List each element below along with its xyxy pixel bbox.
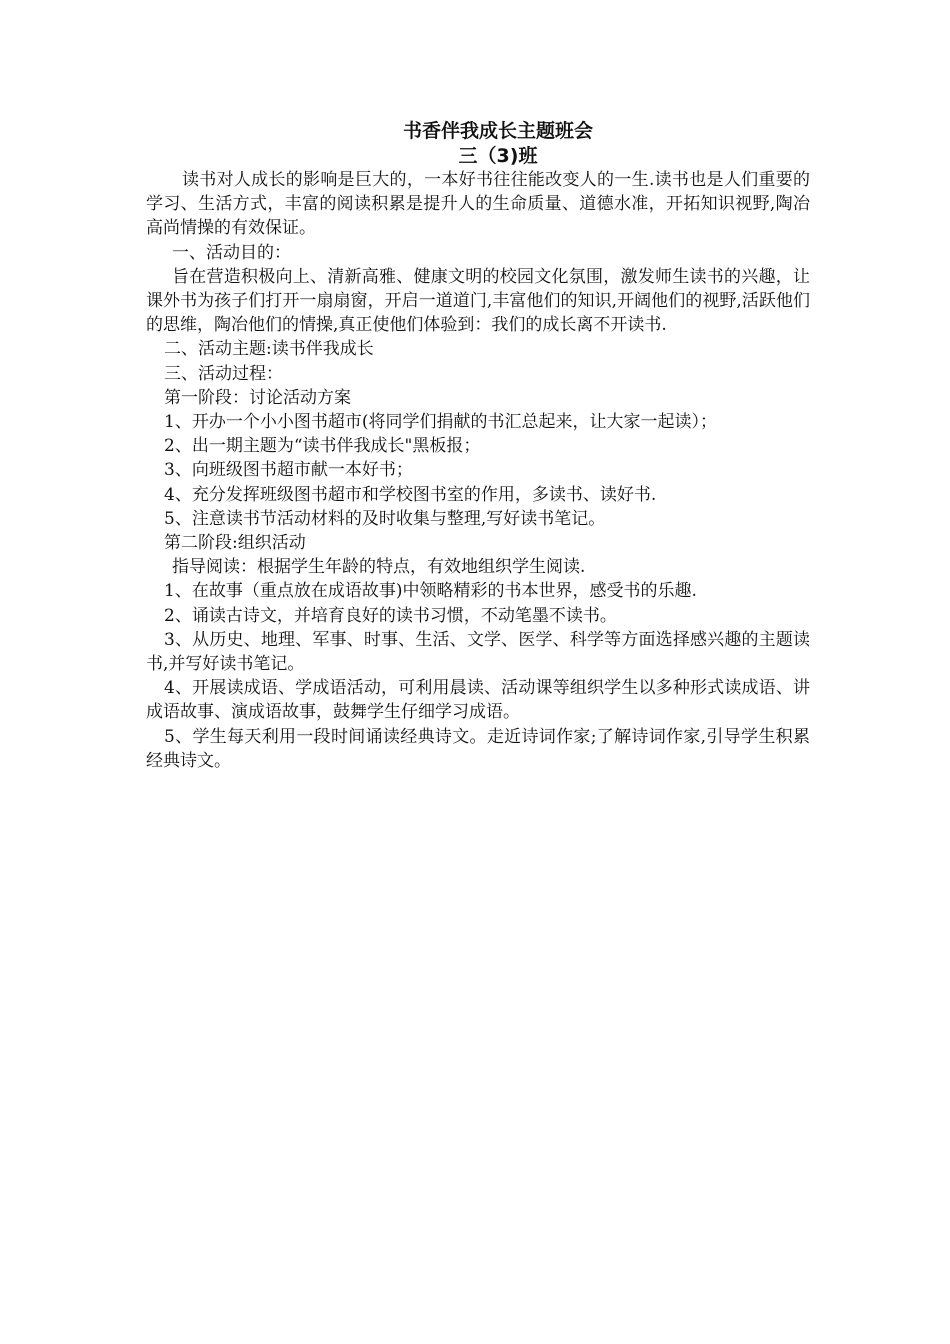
guided-reading-line: 指导阅读：根据学生年龄的特点，有效地组织学生阅读.	[172, 557, 586, 578]
document-body	[146, 118, 810, 773]
intro-paragraph: 读书对人成长的影响是巨大的，一本好书往往能改变人的一生.读书也是人们重要的学习、生活方式，丰富的阅读积累是提升人的生命质量、道德水准，开拓知识视野,陶冶高尚情操的有效保证。	[146, 170, 810, 239]
list-item: 1、在故事（重点放在成语故事)中领略精彩的书本世界，感受书的乐趣.	[164, 581, 697, 602]
list-item: 3、向班级图书超市献一本好书；	[164, 460, 413, 481]
document-title: 书香伴我成长主题班会	[402, 120, 593, 142]
list-item: 2、出一期主题为“读书伴我成长"黑板报；	[164, 436, 481, 457]
stage-one-heading: 第一阶段：讨论活动方案	[164, 387, 351, 408]
list-item: 4、开展读成语、学成语活动，可利用晨读、活动课等组织学生以多种形式读成语、讲成语故事、演成语故事，鼓舞学生仔细学习成语。	[146, 678, 810, 723]
list-item: 5、学生每天利用一段时间诵读经典诗文。走近诗词作家;了解诗词作家,引导学生积累经典诗文。	[146, 726, 810, 771]
section-heading-process: 三、活动过程：	[164, 363, 283, 384]
list-item: 5、注意读书节活动材料的及时收集与整理,写好读书笔记。	[164, 508, 606, 529]
class-name: 三（3)班	[458, 145, 538, 167]
section-heading-purpose: 一、活动目的：	[172, 242, 291, 263]
stage-two-heading: 第二阶段:组织活动	[164, 533, 306, 554]
list-item: 1、开办一个小小图书超市(将同学们捐献的书汇总起来，让大家一起读）；	[164, 412, 717, 433]
list-item: 2、诵读古诗文，并培育良好的读书习惯，不动笔墨不读书。	[164, 605, 617, 626]
list-item: 4、充分发挥班级图书超市和学校图书室的作用，多读书、读好书.	[164, 484, 657, 505]
purpose-paragraph: 旨在营造积极向上、清新高雅、健康文明的校园文化氛围，激发师生读书的兴趣，让课外书为孩子们打开一扇扇窗，开启一道道门,丰富他们的知识,开阔他们的视野,活跃他们的思维，陶冶他们的情操,真正使他们体验到：我们的成长离不开读书.	[146, 266, 810, 336]
section-heading-theme: 二、活动主题:读书伴我成长	[164, 339, 374, 360]
list-item: 3、从历史、地理、军事、时事、生活、文学、医学、科学等方面选择感兴趣的主题读书,并写好读书笔记。	[146, 629, 810, 675]
